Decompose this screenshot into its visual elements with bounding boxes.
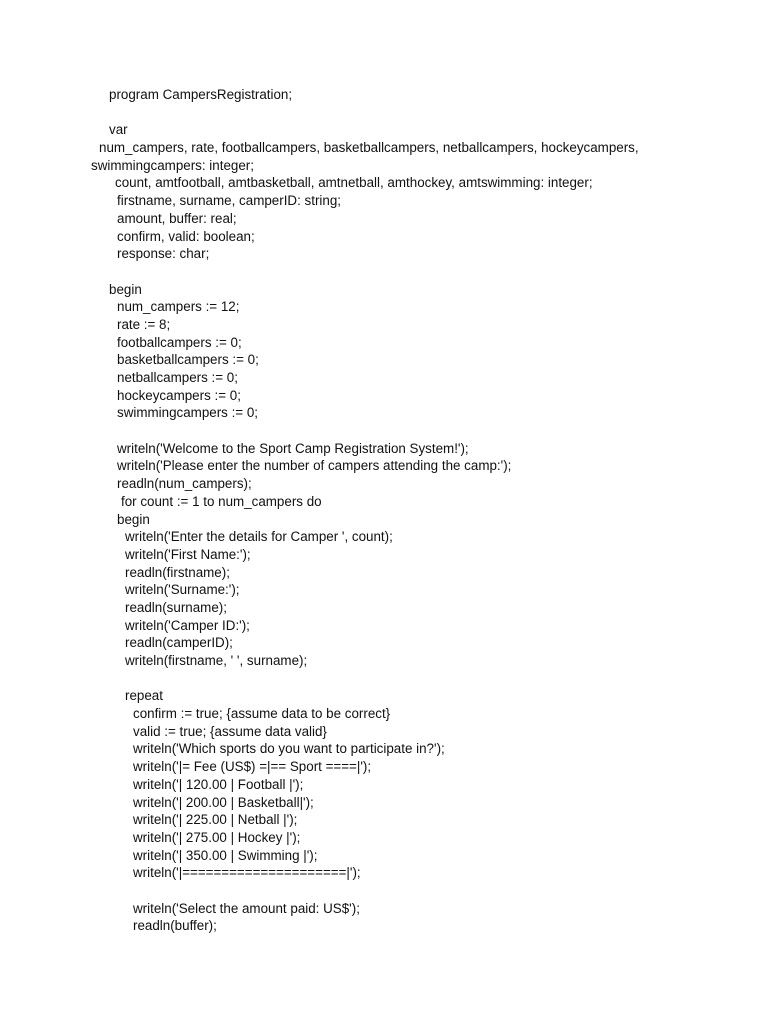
code-line: basketballcampers := 0; [117,352,259,368]
code-line: var [109,122,128,138]
code-line [109,104,768,122]
code-line: confirm := true; {assume data to be correct} [133,706,391,722]
code-line: writeln('| 350.00 | Swimming |'); [133,847,318,863]
code-line: readln(num_campers); [117,476,252,492]
code-line: program CampersRegistration; [109,87,293,102]
code-line: firstname, surname, camperID: string; [117,193,341,209]
code-line: readln(buffer); [133,918,217,934]
code-line: confirm, valid: boolean; [117,228,255,244]
code-line: readln(camperID); [125,635,233,651]
code-line: writeln(firstname, ' ', surname); [125,653,308,668]
code-line: swimmingcampers := 0; [117,405,259,421]
code-line: writeln('| 120.00 | Football |'); [133,776,304,792]
code-line: count, amtfootball, amtbasketball, amtnetball, amthockey, amtswimming: integer; [115,175,593,191]
code-line: footballcampers := 0; [117,334,242,350]
code-line: begin [117,511,150,527]
code-line: writeln('Please enter the number of campers attending the camp:'); [117,458,512,474]
code-line: writeln('| 275.00 | Hockey |'); [133,829,301,845]
code-line: num_campers := 12; [117,299,240,315]
code-line: begin [109,281,142,297]
code-line: writeln('Which sports do you want to participate in?'); [133,741,445,757]
code-line: amount, buffer: real; [117,210,237,226]
code-line: writeln('|=====================|'); [133,865,361,881]
code-line [109,263,768,281]
code-line: hockeycampers := 0; [117,387,241,403]
code-line: readln(surname); [125,599,227,615]
code-line: writeln('Welcome to the Sport Camp Registration System!'); [117,440,469,456]
code-line: writeln('Camper ID:'); [125,617,250,633]
code-listing [0,86,768,935]
code-line: valid := true; {assume data valid} [133,723,327,739]
code-line: rate := 8; [117,316,171,332]
code-line: for count := 1 to num_campers do [121,493,322,509]
code-line [133,882,768,900]
code-line: num_campers, rate, footballcampers, basketballcampers, netballcampers, hockeycampers, [99,140,639,156]
code-line: writeln('|= Fee (US$) =|== Sport ====|'); [133,759,372,775]
code-line: netballcampers := 0; [117,370,238,385]
code-line: readln(firstname); [125,564,230,580]
code-line: writeln('Enter the details for Camper ', count); [125,529,393,545]
code-line: response: char; [117,246,210,262]
code-line: writeln('Select the amount paid: US$'); [133,900,360,916]
code-line [125,670,768,688]
code-line: writeln('| 225.00 | Netball |'); [133,812,298,828]
code-line [117,422,768,440]
code-line: writeln('First Name:'); [125,546,251,562]
code-line: repeat [125,688,163,704]
code-line: writeln('Surname:'); [125,582,240,598]
code-line: writeln('| 200.00 | Basketball|'); [133,794,314,810]
code-line: swimmingcampers: integer; [91,157,254,173]
